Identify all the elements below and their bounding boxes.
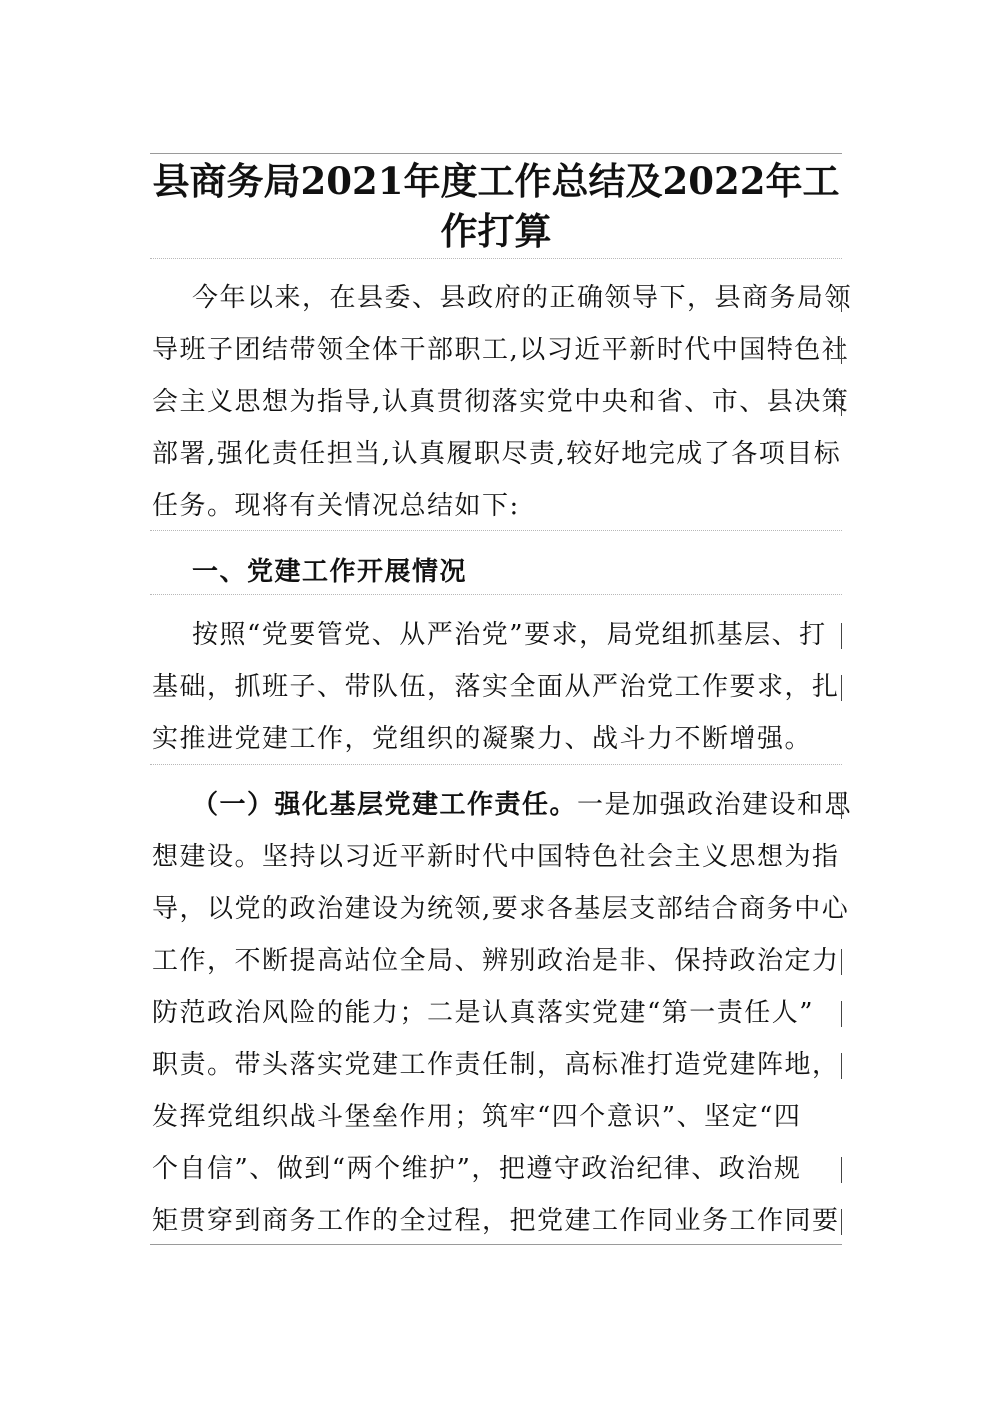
margin-mark bbox=[841, 949, 842, 975]
margin-mark bbox=[841, 390, 842, 416]
margin-mark bbox=[841, 793, 842, 819]
subsection-line: 工作，不断提高站位全局、辨别政治是非、保持政治定力 bbox=[152, 946, 840, 976]
divider bbox=[150, 530, 842, 531]
subsection-line: 职责。带头落实党建工作责任制，高标准打造党建阵地， bbox=[152, 1050, 840, 1080]
section-paragraph-line: 按照“党要管党、从严治党”要求，局党组抓基层、打 bbox=[192, 620, 827, 650]
margin-mark bbox=[841, 1209, 842, 1235]
subsection-first-line bbox=[192, 789, 853, 821]
divider bbox=[150, 594, 842, 595]
margin-mark bbox=[841, 286, 842, 312]
margin-mark bbox=[841, 1157, 842, 1183]
section-paragraph-line: 基础，抓班子、带队伍，落实全面从严治党工作要求，扎 bbox=[152, 672, 840, 702]
subsection-label: （一）强化基层党建工作责任。 bbox=[192, 790, 578, 820]
divider bbox=[150, 764, 842, 765]
margin-mark bbox=[841, 1053, 842, 1079]
document-title-line-1: 县商务局2021年度工作总结及2022年工 bbox=[152, 159, 840, 203]
margin-mark bbox=[841, 1001, 842, 1027]
subsection-first-line-text: 一是加强政治建设和思 bbox=[577, 790, 853, 820]
bottom-rule bbox=[150, 1244, 842, 1245]
margin-mark bbox=[841, 338, 842, 364]
subsection-line: 防范政治风险的能力；二是认真落实党建“第一责任人” bbox=[152, 998, 815, 1028]
subsection-line: 矩贯穿到商务工作的全过程，把党建工作同业务工作同要 bbox=[152, 1206, 840, 1236]
intro-line: 会主义思想为指导,认真贯彻落实党中央和省、市、县决策 bbox=[152, 387, 850, 417]
margin-mark bbox=[841, 623, 842, 649]
intro-line: 任务。现将有关情况总结如下: bbox=[152, 491, 520, 521]
intro-line: 部署,强化责任担当,认真履职尽责,较好地完成了各项目标 bbox=[152, 439, 842, 469]
intro-line: 今年以来，在县委、县政府的正确领导下，县商务局领 bbox=[192, 283, 853, 313]
section-heading: 一、党建工作开展情况 bbox=[192, 557, 468, 587]
subsection-line: 发挥党组织战斗堡垒作用；筑牢“四个意识”、坚定“四 bbox=[152, 1102, 802, 1132]
subsection-line: 导，以党的政治建设为统领,要求各基层支部结合商务中心 bbox=[152, 894, 850, 924]
section-paragraph-line: 实推进党建工作，党组织的凝聚力、战斗力不断增强。 bbox=[152, 724, 813, 754]
intro-line: 导班子团结带领全体干部职工,以习近平新时代中国特色社 bbox=[152, 335, 850, 365]
divider bbox=[150, 258, 842, 259]
subsection-line: 个自信”、做到“两个维护”，把遵守政治纪律、政治规 bbox=[152, 1154, 802, 1184]
margin-mark bbox=[841, 675, 842, 701]
subsection-line: 想建设。坚持以习近平新时代中国特色社会主义思想为指 bbox=[152, 842, 840, 872]
top-rule bbox=[150, 153, 842, 154]
document-title-line-2: 作打算 bbox=[440, 209, 552, 253]
